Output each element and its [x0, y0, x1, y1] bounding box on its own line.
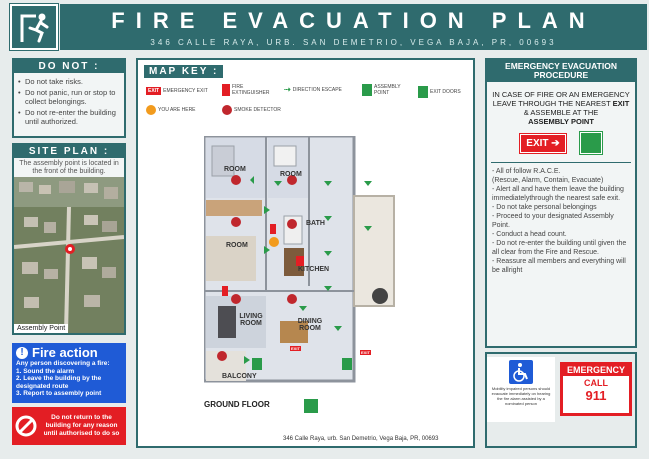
wheelchair-icon [509, 360, 533, 384]
running-exit-man-icon [10, 4, 58, 50]
procedure-step: - Proceed to your designated Assembly Point. [492, 213, 614, 229]
mobility-text: Mobility impaired persons should evacuate immediately on hearing the fire alarm assisted by a nominated person [491, 386, 551, 406]
no-return-text: Do not return to the building for any reason until authorised to do so [43, 414, 120, 437]
procedure-step: - All of follow R.A.C.E. [492, 168, 561, 175]
emergency-label: EMERGENCY [563, 365, 629, 376]
fire-action-panel [12, 343, 126, 403]
do-not-item: • Do not panic, run or stop to collect belongings. [18, 88, 120, 106]
fire-action-title: Fire action [32, 345, 98, 360]
site-plan-note: The assembly point is located in the front of the building. [19, 160, 119, 175]
exclamation-icon: ! [16, 347, 28, 359]
legend-smoke-detector: SMOKE DETECTOR [222, 105, 281, 115]
satellite-map-image [14, 177, 124, 333]
page-title: FIRE EVACUATION PLAN [111, 8, 596, 33]
bath-label: BATH [306, 220, 325, 227]
legend-exit-doors: EXIT DOORS [418, 86, 461, 98]
exit-door-icon [418, 86, 428, 98]
header-banner [60, 4, 647, 50]
call-label: CALL [584, 378, 608, 388]
assembly-point-icon [362, 84, 372, 96]
person-icon [146, 105, 156, 115]
balcony-label: BALCONY [222, 373, 257, 380]
fire-action-line: 3. Report to assembly point [16, 390, 102, 397]
fire-action-line: Any person discovering a fire: [16, 360, 110, 367]
exit-sign-icon: EXIT [291, 346, 300, 351]
kitchen-label: KITCHEN [298, 266, 330, 273]
map-panel [136, 58, 475, 448]
procedure-title: EMERGENCY EVACUATION PROCEDURE [487, 60, 635, 82]
header-address: 346 CALLE RAYA, URB. SAN DEMETRIO, VEGA BAJA, PR, 00693 [150, 38, 557, 47]
procedure-panel [485, 58, 637, 348]
map-key-title: MAP KEY : [144, 65, 223, 78]
emergency-call-sign [560, 362, 632, 416]
no-return-panel [12, 407, 126, 445]
legend-assembly-point: ASSEMBLY POINT [362, 84, 410, 96]
assembly-point-label: Assembly Point [14, 324, 68, 333]
procedure-step: - Reassure all members and everything will be allright [492, 258, 626, 274]
living-room-label: LIVING ROOM [239, 313, 263, 327]
room-label: ROOM [224, 166, 246, 173]
do-not-item: • Do not take risks. [18, 77, 120, 86]
room-label: ROOM [226, 242, 248, 249]
legend-fire-extinguisher: FIRE EXTINGUISHER [222, 84, 272, 96]
exit-sign-icon: EXIT [148, 88, 160, 94]
fire-action-line: 1. Sound the alarm [16, 367, 75, 375]
procedure-step: (Rescue, Alarm, Contain, Evacuate) [492, 177, 604, 184]
dining-room-label: DINING ROOM [297, 318, 323, 332]
procedure-intro: IN CASE OF FIRE OR AN EMERGENCY LEAVE THROUGH THE NEAREST EXIT & ASSEMBLE AT THE ASSEMBLY POINT [492, 90, 630, 126]
exit-sign-icon: EXIT [361, 350, 370, 355]
emergency-number: 911 [585, 388, 607, 403]
arrow-icon: ⇢ [284, 85, 291, 94]
mobility-panel [487, 357, 555, 422]
do-not-panel [12, 58, 126, 138]
prohibited-icon [15, 415, 37, 437]
procedure-step: - Do not take personal belongings [492, 204, 597, 211]
procedure-steps [487, 167, 635, 275]
site-plan-title: SITE PLAN : [14, 145, 124, 158]
legend-you-are-here: YOU ARE HERE [146, 105, 196, 115]
procedure-step: - Conduct a head count. [492, 231, 567, 238]
legend-direction-escape: ⇢ DIRECTION ESCAPE [284, 85, 342, 94]
exit-sign-icon: EXIT ➔ [520, 134, 565, 153]
smoke-detector-icon [222, 105, 232, 115]
legend-emergency-exit: EXIT EMERGENCY EXIT [148, 88, 208, 94]
assembly-point-icon [580, 132, 602, 154]
floor-plan [204, 136, 412, 391]
do-not-item: • Do not re-enter the building until authorized. [18, 108, 120, 126]
site-plan-panel [12, 143, 126, 335]
do-not-title: DO NOT : [14, 60, 124, 73]
map-address: 346 Calle Raya, urb. San Demetrio, Vega Baja, PR, 00693 [283, 436, 439, 442]
fire-action-line: 2. Leave the building by the designated route [16, 375, 102, 390]
assembly-point-icon [304, 399, 318, 413]
procedure-step: - Alert all and have them leave the building immediatelythrough the nearest safe exit. [492, 186, 624, 202]
fire-extinguisher-icon [222, 84, 230, 96]
procedure-step: - Do not re-enter the building until given the all clear from the Fire and Rescue. [492, 240, 627, 256]
room-label: ROOM [280, 171, 302, 178]
ground-floor-label: GROUND FLOOR [204, 400, 270, 409]
